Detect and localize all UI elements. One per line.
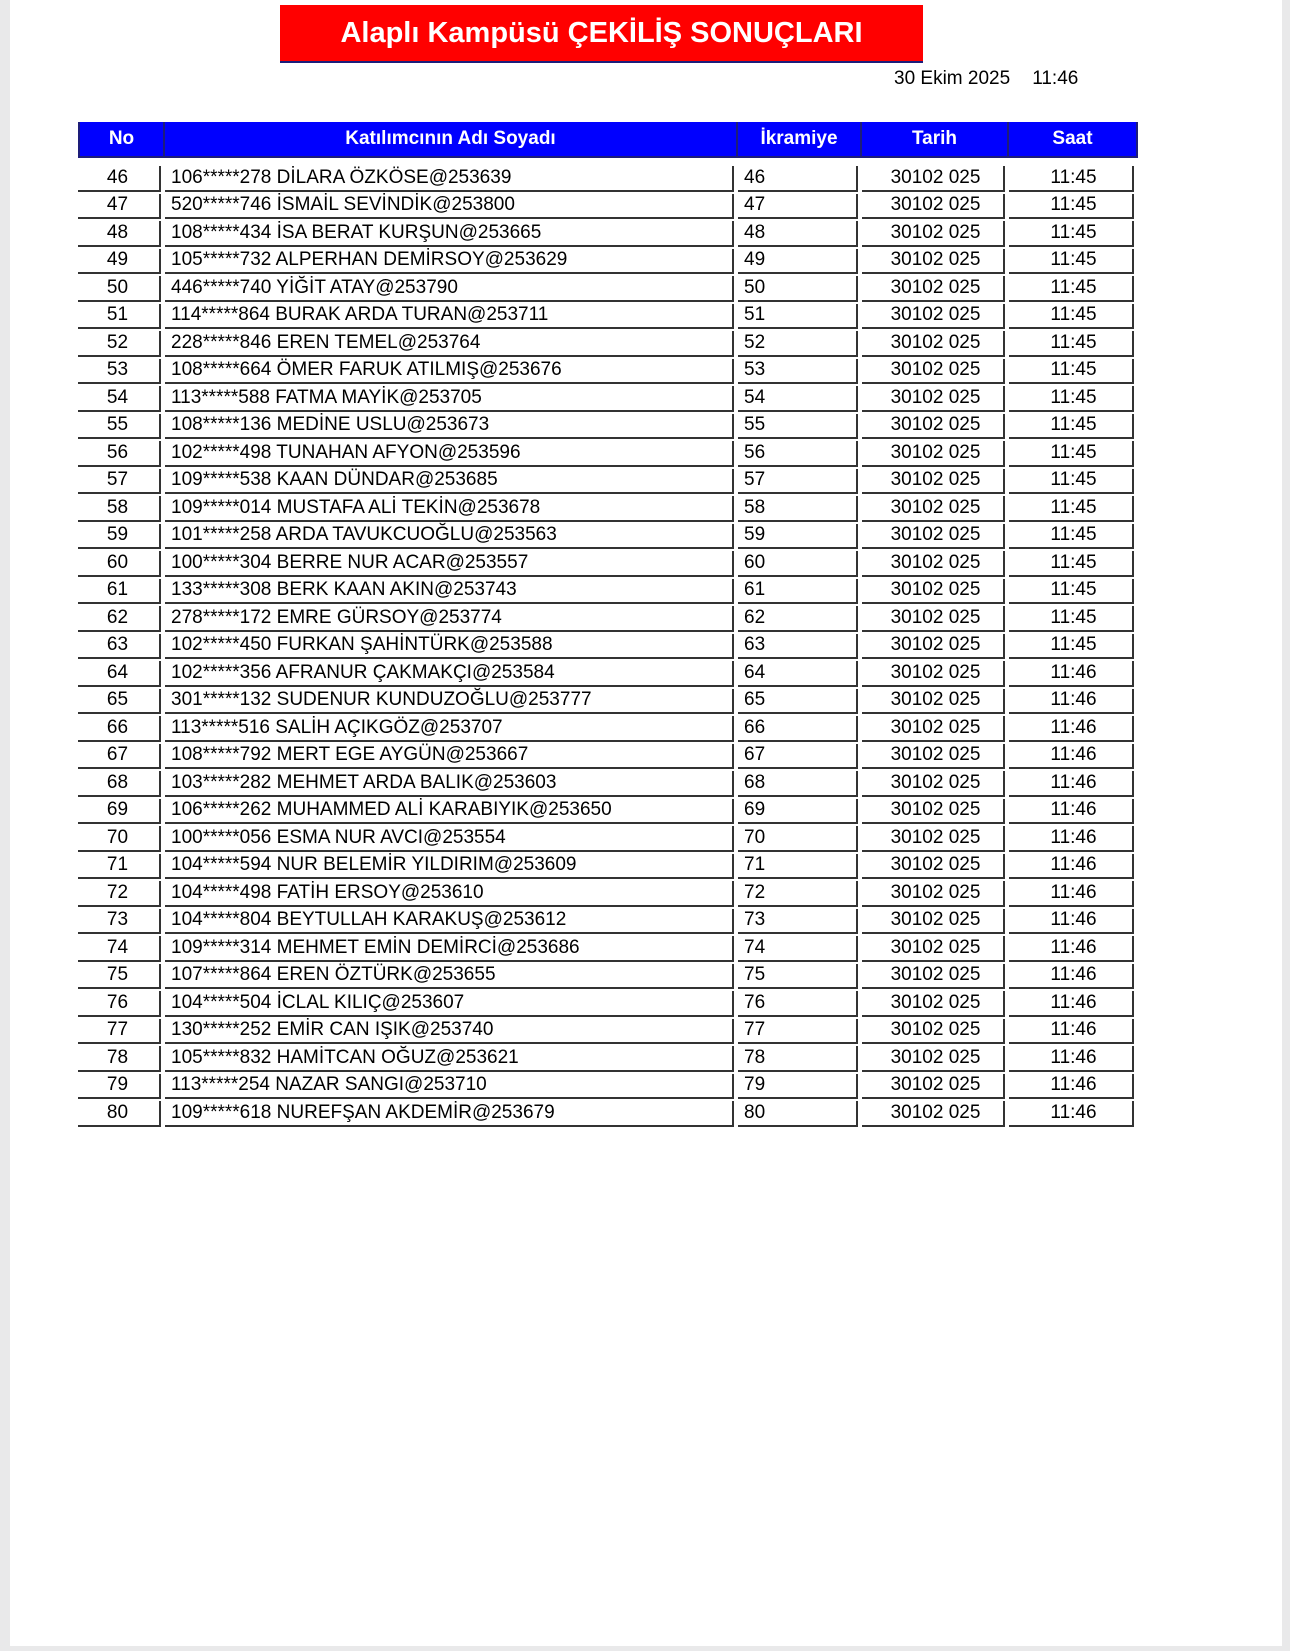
cell-no: 57 — [78, 467, 165, 495]
table-row — [78, 989, 1138, 1017]
table-row — [78, 522, 1138, 550]
cell-time: 11:45 — [1009, 632, 1138, 660]
cell-prize: 66 — [738, 714, 862, 742]
cell-participant: 101*****258 ARDA TAVUKCUOĞLU@253563 — [165, 522, 738, 550]
cell-prize: 55 — [738, 412, 862, 440]
cell-time: 11:45 — [1009, 357, 1138, 385]
cell-time: 11:46 — [1009, 742, 1138, 770]
cell-time: 11:45 — [1009, 439, 1138, 467]
table-row — [78, 659, 1138, 687]
cell-no: 73 — [78, 907, 165, 935]
cell-time: 11:45 — [1009, 604, 1138, 632]
table-row — [78, 219, 1138, 247]
cell-date: 30102 025 — [862, 494, 1009, 522]
cell-no: 52 — [78, 329, 165, 357]
cell-no: 56 — [78, 439, 165, 467]
report-time: 11:46 — [1032, 68, 1079, 89]
document-page — [10, 0, 1282, 1646]
cell-participant: 104*****594 NUR BELEMİR YILDIRIM@253609 — [165, 852, 738, 880]
cell-time: 11:45 — [1009, 522, 1138, 550]
table-row — [78, 797, 1138, 825]
cell-prize: 54 — [738, 384, 862, 412]
cell-prize: 68 — [738, 769, 862, 797]
cell-prize: 61 — [738, 577, 862, 605]
cell-date: 30102 025 — [862, 357, 1009, 385]
cell-prize: 56 — [738, 439, 862, 467]
cell-participant: 108*****136 MEDİNE USLU@253673 — [165, 412, 738, 440]
cell-participant: 104*****804 BEYTULLAH KARAKUŞ@253612 — [165, 907, 738, 935]
cell-no: 64 — [78, 659, 165, 687]
cell-date: 30102 025 — [862, 714, 1009, 742]
cell-time: 11:46 — [1009, 962, 1138, 990]
table-row — [78, 467, 1138, 495]
table-row — [78, 164, 1138, 192]
cell-time: 11:45 — [1009, 247, 1138, 275]
cell-prize: 80 — [738, 1099, 862, 1127]
cell-date: 30102 025 — [862, 329, 1009, 357]
cell-no: 72 — [78, 879, 165, 907]
cell-date: 30102 025 — [862, 659, 1009, 687]
cell-date: 30102 025 — [862, 412, 1009, 440]
cell-date: 30102 025 — [862, 769, 1009, 797]
cell-prize: 72 — [738, 879, 862, 907]
cell-prize: 48 — [738, 219, 862, 247]
cell-prize: 59 — [738, 522, 862, 550]
cell-prize: 71 — [738, 852, 862, 880]
cell-date: 30102 025 — [862, 934, 1009, 962]
cell-participant: 100*****056 ESMA NUR AVCI@253554 — [165, 824, 738, 852]
cell-participant: 108*****664 ÖMER FARUK ATILMIŞ@253676 — [165, 357, 738, 385]
cell-date: 30102 025 — [862, 824, 1009, 852]
cell-no: 79 — [78, 1072, 165, 1100]
cell-date: 30102 025 — [862, 962, 1009, 990]
cell-participant: 133*****308 BERK KAAN AKIN@253743 — [165, 577, 738, 605]
cell-prize: 64 — [738, 659, 862, 687]
cell-participant: 104*****498 FATİH ERSOY@253610 — [165, 879, 738, 907]
cell-participant: 446*****740 YİĞİT ATAY@253790 — [165, 274, 738, 302]
page-title: Alaplı Kampüsü ÇEKİLİŞ SONUÇLARI — [280, 5, 923, 63]
table-row — [78, 357, 1138, 385]
cell-prize: 60 — [738, 549, 862, 577]
cell-prize: 73 — [738, 907, 862, 935]
cell-date: 30102 025 — [862, 1099, 1009, 1127]
cell-participant: 102*****498 TUNAHAN AFYON@253596 — [165, 439, 738, 467]
cell-participant: 301*****132 SUDENUR KUNDUZOĞLU@253777 — [165, 687, 738, 715]
cell-time: 11:46 — [1009, 1017, 1138, 1045]
cell-time: 11:46 — [1009, 797, 1138, 825]
table-row — [78, 1072, 1138, 1100]
cell-time: 11:46 — [1009, 714, 1138, 742]
cell-participant: 278*****172 EMRE GÜRSOY@253774 — [165, 604, 738, 632]
cell-no: 68 — [78, 769, 165, 797]
table-row — [78, 577, 1138, 605]
cell-time: 11:46 — [1009, 769, 1138, 797]
cell-time: 11:46 — [1009, 852, 1138, 880]
cell-no: 54 — [78, 384, 165, 412]
cell-prize: 69 — [738, 797, 862, 825]
cell-date: 30102 025 — [862, 192, 1009, 220]
cell-participant: 105*****832 HAMİTCAN OĞUZ@253621 — [165, 1044, 738, 1072]
table-row — [78, 384, 1138, 412]
cell-time: 11:45 — [1009, 467, 1138, 495]
cell-no: 53 — [78, 357, 165, 385]
cell-date: 30102 025 — [862, 989, 1009, 1017]
cell-date: 30102 025 — [862, 522, 1009, 550]
cell-date: 30102 025 — [862, 274, 1009, 302]
cell-no: 59 — [78, 522, 165, 550]
cell-prize: 47 — [738, 192, 862, 220]
cell-participant: 103*****282 MEHMET ARDA BALIK@253603 — [165, 769, 738, 797]
cell-date: 30102 025 — [862, 219, 1009, 247]
cell-no: 75 — [78, 962, 165, 990]
cell-date: 30102 025 — [862, 247, 1009, 275]
cell-time: 11:46 — [1009, 879, 1138, 907]
cell-time: 11:45 — [1009, 219, 1138, 247]
cell-time: 11:45 — [1009, 164, 1138, 192]
cell-no: 50 — [78, 274, 165, 302]
cell-time: 11:45 — [1009, 549, 1138, 577]
cell-prize: 49 — [738, 247, 862, 275]
cell-prize: 57 — [738, 467, 862, 495]
table-row — [78, 852, 1138, 880]
cell-time: 11:46 — [1009, 687, 1138, 715]
cell-time: 11:45 — [1009, 384, 1138, 412]
cell-participant: 113*****254 NAZAR SANGI@253710 — [165, 1072, 738, 1100]
cell-no: 67 — [78, 742, 165, 770]
cell-prize: 67 — [738, 742, 862, 770]
cell-participant: 113*****516 SALİH AÇIKGÖZ@253707 — [165, 714, 738, 742]
table-row — [78, 302, 1138, 330]
cell-participant: 106*****278 DİLARA ÖZKÖSE@253639 — [165, 164, 738, 192]
cell-date: 30102 025 — [862, 742, 1009, 770]
cell-no: 70 — [78, 824, 165, 852]
cell-time: 11:46 — [1009, 989, 1138, 1017]
header-date: Tarih — [862, 122, 1009, 158]
cell-no: 65 — [78, 687, 165, 715]
cell-date: 30102 025 — [862, 467, 1009, 495]
results-table — [78, 122, 1138, 1127]
cell-participant: 105*****732 ALPERHAN DEMİRSOY@253629 — [165, 247, 738, 275]
cell-time: 11:45 — [1009, 577, 1138, 605]
cell-date: 30102 025 — [862, 907, 1009, 935]
table-row — [78, 1017, 1138, 1045]
table-row — [78, 934, 1138, 962]
header-prize: İkramiye — [738, 122, 862, 158]
cell-no: 51 — [78, 302, 165, 330]
report-datetime — [894, 68, 1144, 92]
table-row — [78, 632, 1138, 660]
cell-participant: 113*****588 FATMA MAYİK@253705 — [165, 384, 738, 412]
cell-date: 30102 025 — [862, 687, 1009, 715]
cell-time: 11:45 — [1009, 192, 1138, 220]
table-row — [78, 769, 1138, 797]
cell-time: 11:45 — [1009, 329, 1138, 357]
table-row — [78, 962, 1138, 990]
cell-prize: 62 — [738, 604, 862, 632]
cell-no: 80 — [78, 1099, 165, 1127]
cell-participant: 109*****618 NUREFŞAN AKDEMİR@253679 — [165, 1099, 738, 1127]
cell-no: 47 — [78, 192, 165, 220]
cell-participant: 130*****252 EMİR CAN IŞIK@253740 — [165, 1017, 738, 1045]
cell-date: 30102 025 — [862, 879, 1009, 907]
cell-prize: 75 — [738, 962, 862, 990]
cell-time: 11:46 — [1009, 907, 1138, 935]
cell-date: 30102 025 — [862, 164, 1009, 192]
cell-participant: 109*****314 MEHMET EMİN DEMİRCİ@253686 — [165, 934, 738, 962]
cell-participant: 100*****304 BERRE NUR ACAR@253557 — [165, 549, 738, 577]
cell-prize: 53 — [738, 357, 862, 385]
cell-no: 74 — [78, 934, 165, 962]
cell-date: 30102 025 — [862, 632, 1009, 660]
cell-no: 58 — [78, 494, 165, 522]
cell-prize: 50 — [738, 274, 862, 302]
table-row — [78, 824, 1138, 852]
cell-no: 49 — [78, 247, 165, 275]
cell-participant: 107*****864 EREN ÖZTÜRK@253655 — [165, 962, 738, 990]
header-time: Saat — [1009, 122, 1138, 158]
cell-no: 46 — [78, 164, 165, 192]
cell-no: 62 — [78, 604, 165, 632]
cell-date: 30102 025 — [862, 1044, 1009, 1072]
cell-prize: 77 — [738, 1017, 862, 1045]
table-header — [78, 122, 1138, 158]
cell-date: 30102 025 — [862, 797, 1009, 825]
table-body — [78, 164, 1138, 1127]
cell-date: 30102 025 — [862, 302, 1009, 330]
cell-prize: 65 — [738, 687, 862, 715]
cell-no: 48 — [78, 219, 165, 247]
report-date: 30 Ekim 2025 — [894, 68, 1011, 89]
cell-no: 78 — [78, 1044, 165, 1072]
cell-time: 11:45 — [1009, 412, 1138, 440]
cell-date: 30102 025 — [862, 384, 1009, 412]
table-row — [78, 907, 1138, 935]
table-row — [78, 1099, 1138, 1127]
cell-no: 61 — [78, 577, 165, 605]
cell-no: 76 — [78, 989, 165, 1017]
cell-no: 66 — [78, 714, 165, 742]
cell-participant: 102*****356 AFRANUR ÇAKMAKÇI@253584 — [165, 659, 738, 687]
cell-time: 11:46 — [1009, 1099, 1138, 1127]
table-row — [78, 274, 1138, 302]
cell-participant: 106*****262 MUHAMMED ALİ KARABIYIK@253650 — [165, 797, 738, 825]
cell-date: 30102 025 — [862, 577, 1009, 605]
table-row — [78, 604, 1138, 632]
cell-time: 11:45 — [1009, 274, 1138, 302]
cell-prize: 51 — [738, 302, 862, 330]
cell-participant: 108*****434 İSA BERAT KURŞUN@253665 — [165, 219, 738, 247]
table-row — [78, 439, 1138, 467]
cell-time: 11:46 — [1009, 659, 1138, 687]
cell-prize: 52 — [738, 329, 862, 357]
cell-time: 11:45 — [1009, 494, 1138, 522]
cell-participant: 102*****450 FURKAN ŞAHİNTÜRK@253588 — [165, 632, 738, 660]
header-no: No — [78, 122, 165, 158]
table-row — [78, 192, 1138, 220]
cell-no: 55 — [78, 412, 165, 440]
table-row — [78, 687, 1138, 715]
cell-prize: 70 — [738, 824, 862, 852]
cell-prize: 78 — [738, 1044, 862, 1072]
table-row — [78, 742, 1138, 770]
cell-no: 63 — [78, 632, 165, 660]
cell-participant: 109*****014 MUSTAFA ALİ TEKİN@253678 — [165, 494, 738, 522]
cell-participant: 520*****746 İSMAİL SEVİNDİK@253800 — [165, 192, 738, 220]
table-row — [78, 714, 1138, 742]
cell-time: 11:46 — [1009, 934, 1138, 962]
cell-prize: 63 — [738, 632, 862, 660]
cell-time: 11:46 — [1009, 1072, 1138, 1100]
table-row — [78, 494, 1138, 522]
cell-participant: 228*****846 EREN TEMEL@253764 — [165, 329, 738, 357]
cell-no: 69 — [78, 797, 165, 825]
cell-date: 30102 025 — [862, 1072, 1009, 1100]
cell-no: 60 — [78, 549, 165, 577]
cell-time: 11:45 — [1009, 302, 1138, 330]
cell-participant: 108*****792 MERT EGE AYGÜN@253667 — [165, 742, 738, 770]
cell-time: 11:46 — [1009, 1044, 1138, 1072]
table-row — [78, 549, 1138, 577]
cell-no: 77 — [78, 1017, 165, 1045]
table-row — [78, 412, 1138, 440]
cell-participant: 109*****538 KAAN DÜNDAR@253685 — [165, 467, 738, 495]
cell-participant: 104*****504 İCLAL KILIÇ@253607 — [165, 989, 738, 1017]
cell-participant: 114*****864 BURAK ARDA TURAN@253711 — [165, 302, 738, 330]
cell-date: 30102 025 — [862, 549, 1009, 577]
cell-date: 30102 025 — [862, 604, 1009, 632]
cell-prize: 74 — [738, 934, 862, 962]
cell-date: 30102 025 — [862, 1017, 1009, 1045]
table-row — [78, 879, 1138, 907]
cell-date: 30102 025 — [862, 852, 1009, 880]
cell-prize: 79 — [738, 1072, 862, 1100]
cell-prize: 76 — [738, 989, 862, 1017]
table-row — [78, 329, 1138, 357]
cell-date: 30102 025 — [862, 439, 1009, 467]
cell-time: 11:46 — [1009, 824, 1138, 852]
cell-prize: 46 — [738, 164, 862, 192]
table-row — [78, 247, 1138, 275]
cell-no: 71 — [78, 852, 165, 880]
table-row — [78, 1044, 1138, 1072]
cell-prize: 58 — [738, 494, 862, 522]
header-name: Katılımcının Adı Soyadı — [165, 122, 738, 158]
